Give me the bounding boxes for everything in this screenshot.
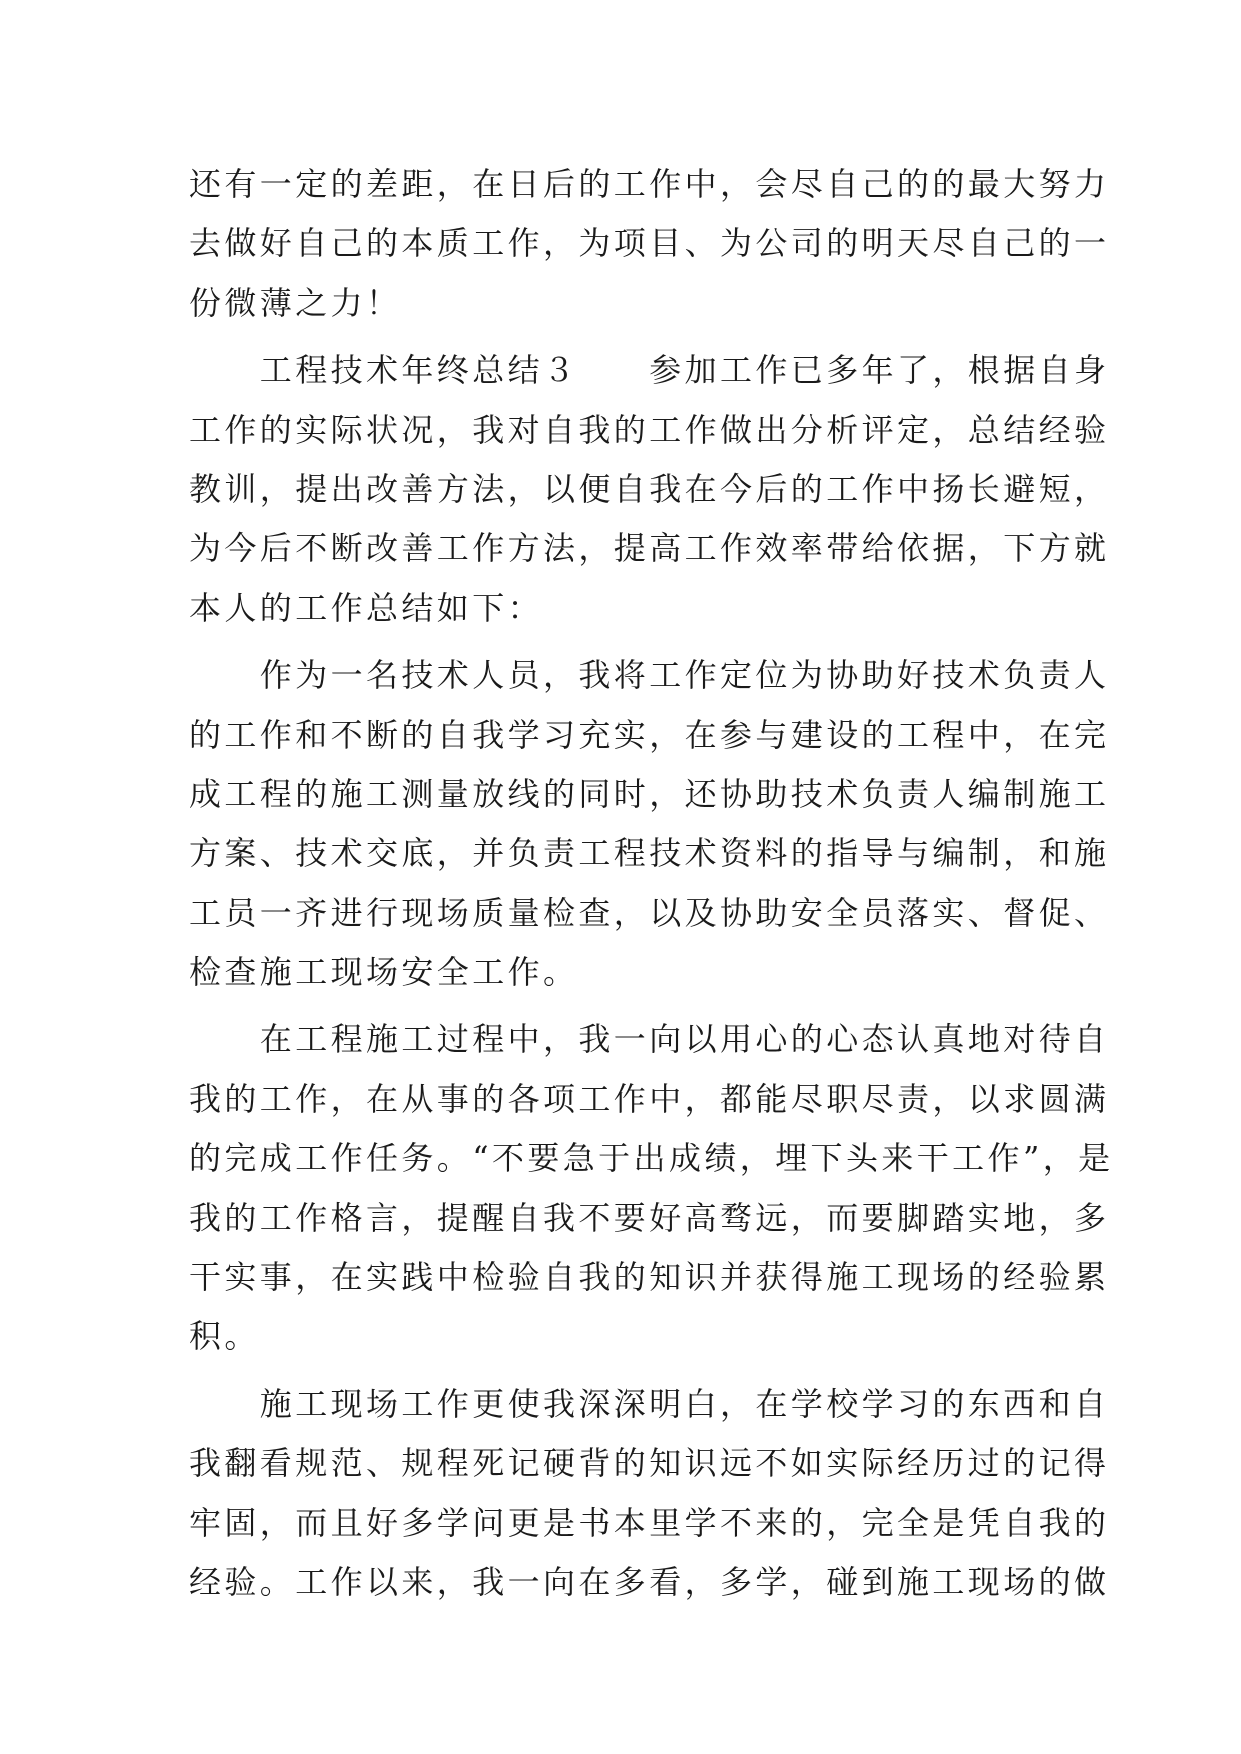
text-line: 去做好自己的本质工作，为项目、为公司的明天尽自己的一 — [189, 224, 1110, 263]
text-line: 我翻看规范、规程死记硬背的知识远不如实际经历过的记得 — [189, 1444, 1110, 1483]
text-line: 为今后不断改善工作方法，提高工作效率带给依据，下方就 — [189, 529, 1110, 568]
text-line: 我的工作格言，提醒自我不要好高骛远，而要脚踏实地，多 — [189, 1198, 1110, 1237]
text-line: 作为一名技术人员，我将工作定位为协助好技术负责人 — [189, 656, 1110, 695]
text-line: 份微薄之力！ — [189, 283, 402, 322]
text-line: 干实事，在实践中检验自我的知识并获得施工现场的经验累 — [189, 1258, 1110, 1297]
text-line: 的完成工作任务。“不要急于出成绩，埋下头来干工作”，是 — [189, 1139, 1114, 1178]
body-text — [189, 155, 1114, 1612]
text-line: 本人的工作总结如下： — [189, 588, 544, 627]
text-line: 牢固，而且好多学问更是书本里学不来的，完全是凭自我的 — [189, 1503, 1110, 1542]
text-line: 我的工作，在从事的各项工作中，都能尽职尽责，以求圆满 — [189, 1079, 1110, 1118]
text-line: 教训，提出改善方法，以便自我在今后的工作中扬长避短， — [189, 469, 1110, 508]
text-line: 的工作和不断的自我学习充实，在参与建设的工程中，在完 — [189, 715, 1110, 754]
text-line: 积。 — [189, 1317, 260, 1356]
text-line: 工程技术年终总结３ 参加工作已多年了，根据自身 — [189, 351, 1110, 390]
text-line: 成工程的施工测量放线的同时，还协助技术负责人编制施工 — [189, 774, 1110, 813]
text-line: 工员一齐进行现场质量检查，以及协助安全员落实、督促、 — [189, 893, 1110, 932]
text-line: 方案、技术交底，并负责工程技术资料的指导与编制，和施 — [189, 834, 1110, 873]
text-line: 检查施工现场安全工作。 — [189, 953, 579, 992]
text-line: 在工程施工过程中，我一向以用心的心态认真地对待自 — [189, 1020, 1110, 1059]
text-line: 施工现场工作更使我深深明白，在学校学习的东西和自 — [189, 1384, 1110, 1423]
text-line: 经验。工作以来，我一向在多看，多学，碰到施工现场的做 — [189, 1562, 1110, 1601]
text-line: 还有一定的差距，在日后的工作中，会尽自己的的最大努力 — [189, 165, 1110, 203]
text-line: 工作的实际状况，我对自我的工作做出分析评定，总结经验 — [189, 410, 1110, 449]
